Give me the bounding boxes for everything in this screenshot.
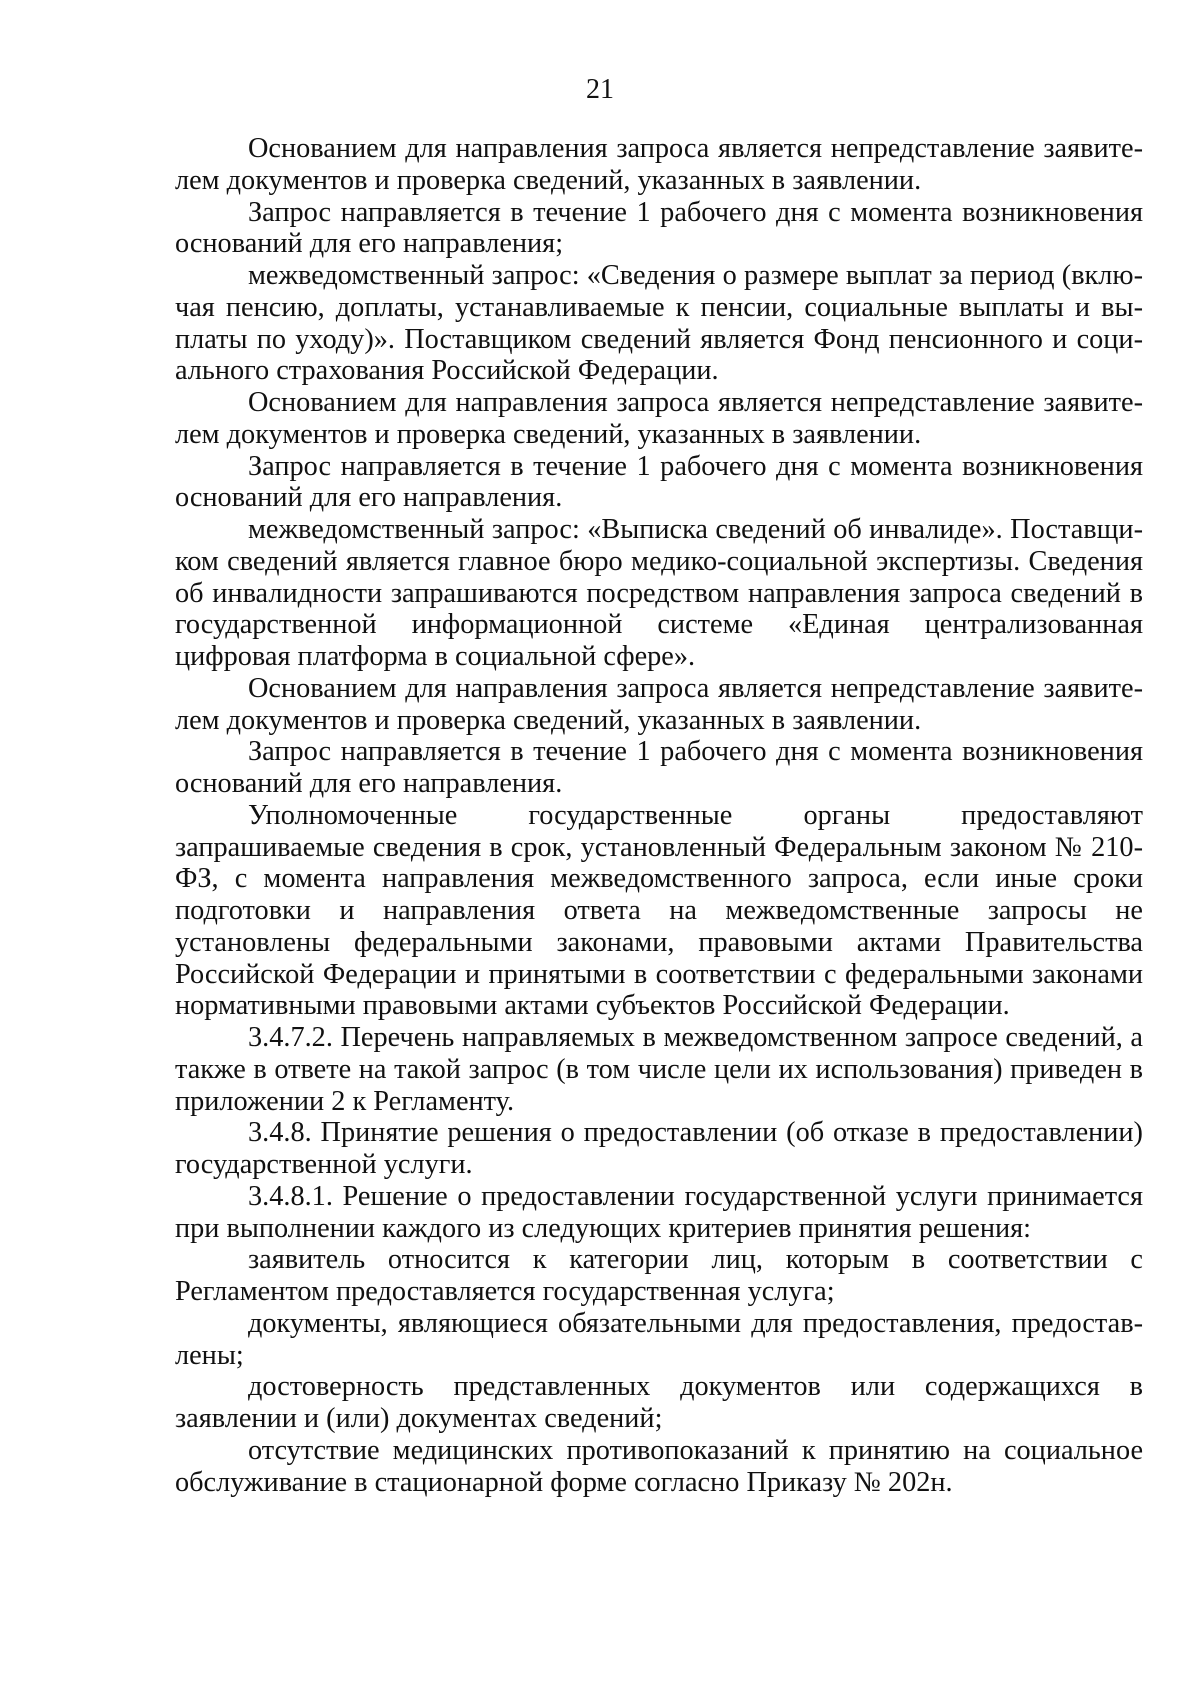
paragraph: Запрос направляется в течение 1 рабочего дня с момента возникновения оснований для его направления; xyxy=(175,196,1143,260)
paragraph: 3.4.8.1. Решение о предоставлении государственной услуги принимается при выполнении каждого из следующих критериев принятия решения: xyxy=(175,1180,1143,1244)
paragraph: межведомственный запрос: «Выписка сведений об инвалиде». Поставщиком сведений является главное бюро медико-социальной экспертизы. Сведения об инвалидности запрашиваются посредством направления запроса сведений в государственной информационной системе «Единая централизованная цифровая платформа в социальной сфере». xyxy=(175,514,1143,672)
paragraph: 3.4.7.2. Перечень направляемых в межведомственном запросе сведений, а также в ответе на такой запрос (в том числе цели их использования) приведен в приложении 2 к Регламенту. xyxy=(175,1022,1143,1117)
paragraph: 3.4.8. Принятие решения о предоставлении (об отказе в предоставлении) государственной услуги. xyxy=(175,1117,1143,1180)
paragraph: Запрос направляется в течение 1 рабочего дня с момента возникновения оснований для его направления. xyxy=(175,450,1143,514)
paragraph: отсутствие медицинских противопоказаний к принятию на социальное обслуживание в стационарной форме согласно Приказу № 202н. xyxy=(175,1434,1143,1498)
document-body xyxy=(175,133,1143,1498)
paragraph: Запрос направляется в течение 1 рабочего дня с момента возникновения оснований для его направления. xyxy=(175,736,1143,799)
paragraph: документы, являющиеся обязательными для предоставления, предоставлены; xyxy=(175,1307,1143,1371)
paragraph: Основанием для направления запроса является непредставление заявителем документов и проверка сведений, указанных в заявлении. xyxy=(175,672,1143,736)
paragraph: межведомственный запрос: «Сведения о размере выплат за период (включая пенсию, доплаты, устанавливаемые к пенсии, социальные выплаты и выплаты по уходу)». Поставщиком сведений является Фонд пенсионного и социального страхования Российской Федерации. xyxy=(175,260,1143,387)
paragraph: заявитель относится к категории лиц, которым в соответствии с Регламентом предоставляется государственная услуга; xyxy=(175,1244,1143,1307)
paragraph: Уполномоченные государственные органы предоставляют запрашиваемые сведения в срок, установленный Федеральным законом № 210-ФЗ, с момента направления межведомственного запроса, если иные сроки подготовки и направления ответа на межведомственные запросы не установлены федеральными законами, правовыми актами Правительства Российской Федерации и принятыми в соответствии с федеральными законами нормативными правовыми актами субъектов Российской Федерации. xyxy=(175,799,1143,1022)
paragraph: Основанием для направления запроса является непредставление заявителем документов и проверка сведений, указанных в заявлении. xyxy=(175,133,1143,196)
paragraph: достоверность представленных документов или содержащихся в заявлении и (или) документах сведений; xyxy=(175,1371,1143,1434)
page-number: 21 xyxy=(586,74,614,105)
paragraph: Основанием для направления запроса является непредставление заявителем документов и проверка сведений, указанных в заявлении. xyxy=(175,387,1143,450)
